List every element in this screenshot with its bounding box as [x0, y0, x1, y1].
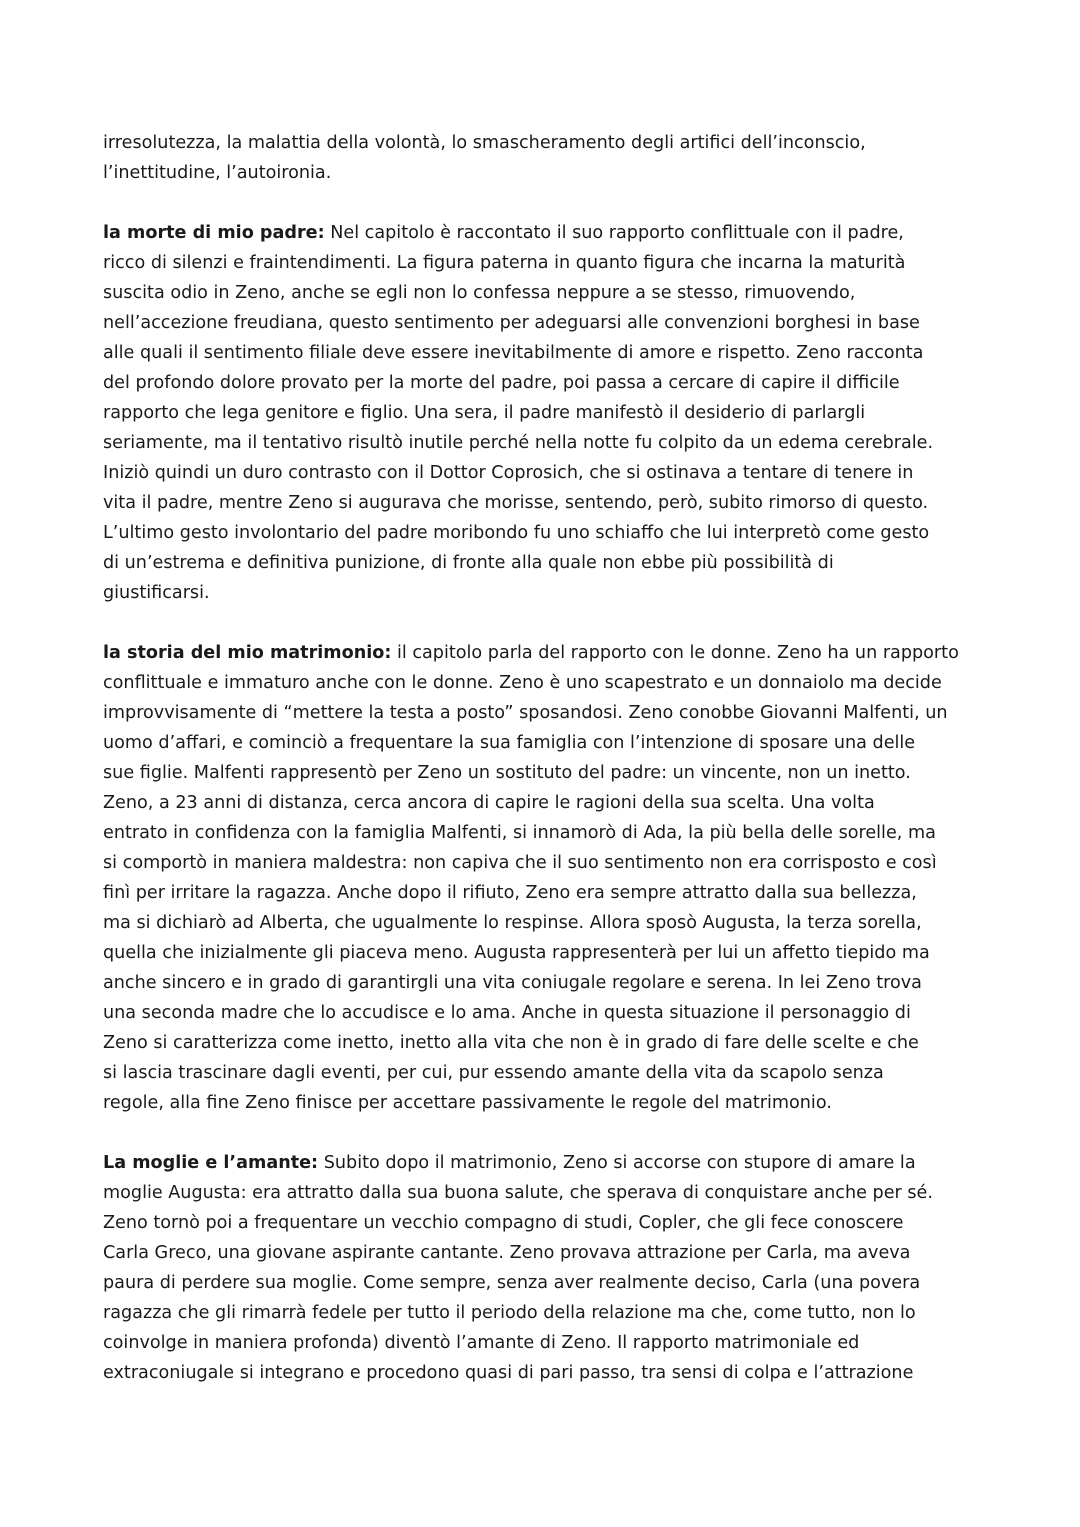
text-line: del profondo dolore provato per la morte del padre, poi passa a cercare di capire il difficile [103, 373, 900, 393]
paragraph-moglie-amante [103, 1148, 1003, 1388]
text-line: La moglie e l’amante: Subito dopo il matrimonio, Zeno si accorse con stupore di amare la [103, 1153, 916, 1173]
text-line: seriamente, ma il tentativo risultò inutile perché nella notte fu colpito da un edema cerebrale. [103, 433, 934, 453]
text-line: conflittuale e immaturo anche con le donne. Zeno è uno scapestrato e un donnaiolo ma decide [103, 673, 942, 693]
text-line: Zeno si caratterizza come inetto, inetto alla vita che non è in grado di fare delle scelte e che [103, 1033, 919, 1053]
text-line: sue figlie. Malfenti rappresentò per Zeno un sostituto del padre: un vincente, non un inetto. [103, 763, 911, 783]
text-line: si lascia trascinare dagli eventi, per cui, pur essendo amante della vita da scapolo senza [103, 1063, 884, 1083]
text-line: vita il padre, mentre Zeno si augurava che morisse, sentendo, però, subito rimorso di questo. [103, 493, 929, 513]
text-line: alle quali il sentimento filiale deve essere inevitabilmente di amore e rispetto. Zeno racconta [103, 343, 924, 363]
text-line: Zeno, a 23 anni di distanza, cerca ancora di capire le ragioni della sua scelta. Una volta [103, 793, 875, 813]
text-line: suscita odio in Zeno, anche se egli non lo confessa neppure a se stesso, rimuovendo, [103, 283, 856, 303]
text-line: di un’estrema e definitiva punizione, di fronte alla quale non ebbe più possibilità di [103, 553, 834, 573]
text-line: la storia del mio matrimonio: il capitolo parla del rapporto con le donne. Zeno ha un rapporto [103, 643, 959, 663]
text-line: una seconda madre che lo accudisce e lo ama. Anche in questa situazione il personaggio di [103, 1003, 911, 1023]
text-line: anche sincero e in grado di garantirgli una vita coniugale regolare e serena. In lei Zeno trova [103, 973, 922, 993]
text-line: paura di perdere sua moglie. Come sempre, senza aver realmente deciso, Carla (una povera [103, 1273, 921, 1293]
text-line: ragazza che gli rimarrà fedele per tutto il periodo della relazione ma che, come tutto, non lo [103, 1303, 916, 1323]
text-line: coinvolge in maniera profonda) diventò l’amante di Zeno. Il rapporto matrimoniale ed [103, 1333, 860, 1353]
text-line: extraconiugale si integrano e procedono quasi di pari passo, tra sensi di colpa e l’attrazione [103, 1363, 914, 1383]
text-line: quella che inizialmente gli piaceva meno. Augusta rappresenterà per lui un affetto tiepido ma [103, 943, 930, 963]
text-line: finì per irritare la ragazza. Anche dopo il rifiuto, Zeno era sempre attratto dalla sua bellezza, [103, 883, 917, 903]
text-line: ma si dichiarò ad Alberta, che ugualmente lo respinse. Allora sposò Augusta, la terza sorella, [103, 913, 922, 933]
section-heading: La moglie e l’amante: [103, 1153, 319, 1173]
text-line: entrato in confidenza con la famiglia Malfenti, si innamorò di Ada, la più bella delle sorelle, ma [103, 823, 936, 843]
text-line: uomo d’affari, e cominciò a frequentare la sua famiglia con l’intenzione di sposare una delle [103, 733, 916, 753]
text-line: Zeno tornò poi a frequentare un vecchio compagno di studi, Copler, che gli fece conoscere [103, 1213, 904, 1233]
text-line: rapporto che lega genitore e figlio. Una sera, il padre manifestò il desiderio di parlargli [103, 403, 866, 423]
text-line: si comportò in maniera maldestra: non capiva che il suo sentimento non era corrisposto e così [103, 853, 937, 873]
section-heading: la storia del mio matrimonio: [103, 643, 392, 663]
text-line: regole, alla fine Zeno finisce per accettare passivamente le regole del matrimonio. [103, 1093, 832, 1113]
text-line: la morte di mio padre: Nel capitolo è raccontato il suo rapporto conflittuale con il padre, [103, 223, 904, 243]
text-line: ricco di silenzi e fraintendimenti. La figura paterna in quanto figura che incarna la maturità [103, 253, 906, 273]
text-line: irresolutezza, la malattia della volontà, lo smascheramento degli artifici dell’inconscio, [103, 133, 866, 153]
text-line: improvvisamente di “mettere la testa a posto” sposandosi. Zeno conobbe Giovanni Malfenti, un [103, 703, 948, 723]
text-line: giustificarsi. [103, 583, 210, 603]
text-line: L’ultimo gesto involontario del padre moribondo fu uno schiaffo che lui interpretò come gesto [103, 523, 930, 543]
document-page [103, 128, 1003, 1418]
paragraph-storia-matrimonio [103, 638, 1003, 1118]
text-line: nell’accezione freudiana, questo sentimento per adeguarsi alle convenzioni borghesi in base [103, 313, 920, 333]
text-line: Carla Greco, una giovane aspirante cantante. Zeno provava attrazione per Carla, ma aveva [103, 1243, 911, 1263]
paragraph-morte-padre [103, 218, 1003, 608]
text-line: Iniziò quindi un duro contrasto con il Dottor Coprosich, che si ostinava a tentare di tenere in [103, 463, 914, 483]
text-line: l’inettitudine, l’autoironia. [103, 163, 332, 183]
section-heading: la morte di mio padre: [103, 223, 325, 243]
paragraph-intro-continuation [103, 128, 1003, 188]
text-line: moglie Augusta: era attratto dalla sua buona salute, che sperava di conquistare anche per sé. [103, 1183, 933, 1203]
